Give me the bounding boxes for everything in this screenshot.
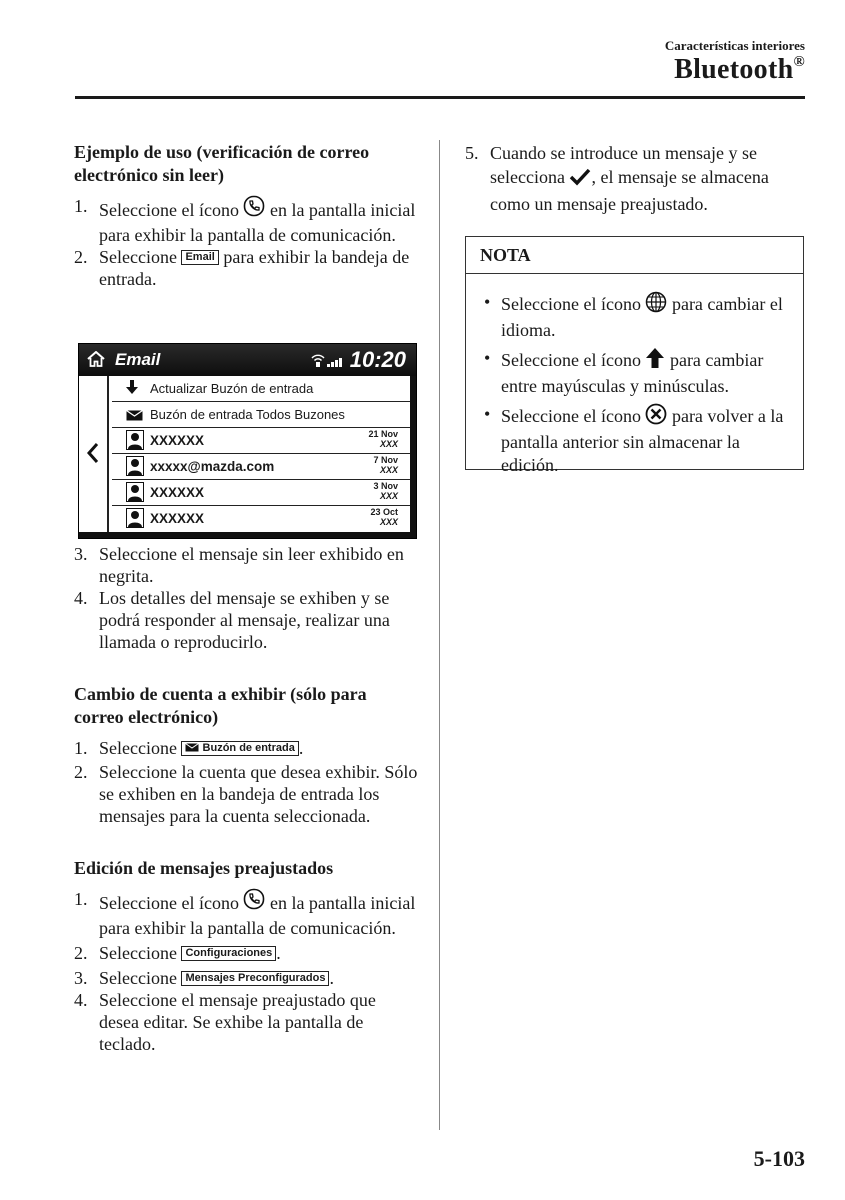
note-title: NOTA <box>480 245 531 265</box>
section-heading-preset: Edición de mensajes preajustados <box>74 858 334 878</box>
step-item: 4. Los detalles del mensaje se exhiben y se podrá responder al mensaje, realizar una llamada o reproducirlo. <box>74 588 390 652</box>
person-icon <box>126 508 144 531</box>
home-icon <box>87 351 105 372</box>
note-box <box>465 236 804 475</box>
message-date: 7 Nov XXX <box>373 455 398 475</box>
list-item-inbox[interactable]: Buzón de entrada Todos Buzones <box>112 402 410 428</box>
note-item: • Seleccione el ícono para cambiar el idioma. <box>484 292 783 340</box>
email-button-label: Email <box>181 250 218 265</box>
bullet: • <box>484 404 491 424</box>
section-heading-example: Ejemplo de uso (verificación de correo electrónico sin leer) <box>74 142 370 185</box>
step-item: 2. Seleccione Configuraciones . <box>74 943 281 963</box>
message-row[interactable]: XXXXXX 23 Oct XXX <box>112 506 410 531</box>
section-heading-account: Cambio de cuenta a exhibir (sólo para correo electrónico) <box>74 684 367 727</box>
step-item: 3. Seleccione Mensajes Preconfigurados . <box>74 968 334 988</box>
page-title: Bluetooth® <box>674 54 805 85</box>
phone-icon <box>243 195 265 224</box>
message-row[interactable]: XXXXXX 3 Nov XXX <box>112 480 410 506</box>
left-column-continued <box>74 543 419 1055</box>
message-row[interactable]: xxxxx@mazda.com 7 Nov XXX <box>112 454 410 480</box>
email-screen-image <box>78 343 417 539</box>
left-column <box>74 141 419 290</box>
screen-title: Email <box>115 350 161 369</box>
account-steps <box>74 737 419 827</box>
right-column <box>465 141 807 216</box>
note-list <box>480 291 793 482</box>
phone-icon <box>243 888 265 917</box>
example-steps-b <box>74 543 419 653</box>
bullet: • <box>484 292 491 312</box>
screen-side-panel <box>79 376 109 532</box>
back-chevron-icon[interactable] <box>87 442 99 469</box>
example-steps-a <box>74 195 419 290</box>
step-item: 3. Seleccione el mensaje sin leer exhibido en negrita. <box>74 544 404 586</box>
step-item: 1. Seleccione el ícono en la pantalla inicial para exhibir la pantalla de comunicación. <box>74 889 416 938</box>
screen-list <box>109 376 410 532</box>
checkmark-icon <box>569 168 591 192</box>
step-item: 4. Seleccione el mensaje preajustado que desea editar. Se exhibe la pantalla de teclado. <box>74 990 376 1054</box>
envelope-icon <box>126 409 143 424</box>
message-date: 23 Oct XXX <box>370 507 398 527</box>
step-item: 2. Seleccione la cuenta que desea exhibir. Sólo se exhiben en la bandeja de entrada los mensajes para la cuenta seleccionada. <box>74 762 418 826</box>
preset-steps-continued <box>465 141 807 216</box>
screen-title-bar <box>79 344 416 376</box>
inbox-button-label: Buzón de entrada <box>181 741 298 756</box>
bullet: • <box>484 348 491 368</box>
person-icon <box>126 456 144 479</box>
settings-button-label: Configuraciones <box>181 946 276 961</box>
screen-clock: 10:20 <box>349 347 406 372</box>
step-item: 1. Seleccione Buzón de entrada . <box>74 738 304 758</box>
close-circle-icon <box>645 403 667 431</box>
person-icon <box>126 482 144 505</box>
step-item: 5. Cuando se introduce un mensaje y se selecciona , el mensaje se almacena como un mensaje preajustado. <box>465 143 769 214</box>
message-date: 3 Nov XXX <box>373 481 398 501</box>
message-row[interactable]: XXXXXX 21 Nov XXX <box>112 428 410 454</box>
list-item-refresh[interactable]: Actualizar Buzón de entrada <box>112 376 410 402</box>
globe-icon <box>645 291 667 319</box>
section-label: Características interiores <box>664 38 805 53</box>
person-icon <box>126 430 144 453</box>
step-item: 1. Seleccione el ícono en la pantalla inicial para exhibir la pantalla de comunicación. <box>74 196 416 245</box>
registered-mark: ® <box>793 54 805 70</box>
column-divider <box>439 140 440 1130</box>
note-divider <box>466 273 803 274</box>
note-item: • Seleccione el ícono para volver a la pantalla anterior sin almacenar la edición. <box>484 404 784 475</box>
download-icon <box>126 380 138 399</box>
up-arrow-icon <box>645 347 665 375</box>
note-item: • Seleccione el ícono para cambiar entre mayúsculas y minúsculas. <box>484 348 764 396</box>
header-divider <box>75 96 805 99</box>
signal-icon <box>310 352 344 373</box>
message-date: 21 Nov XXX <box>368 429 398 449</box>
preset-steps <box>74 888 419 1055</box>
step-item: 2. Seleccione Email para exhibir la bandeja de entrada. <box>74 247 410 289</box>
page-number: 5-103 <box>753 1146 805 1171</box>
preset-messages-button-label: Mensajes Preconfigurados <box>181 971 329 986</box>
